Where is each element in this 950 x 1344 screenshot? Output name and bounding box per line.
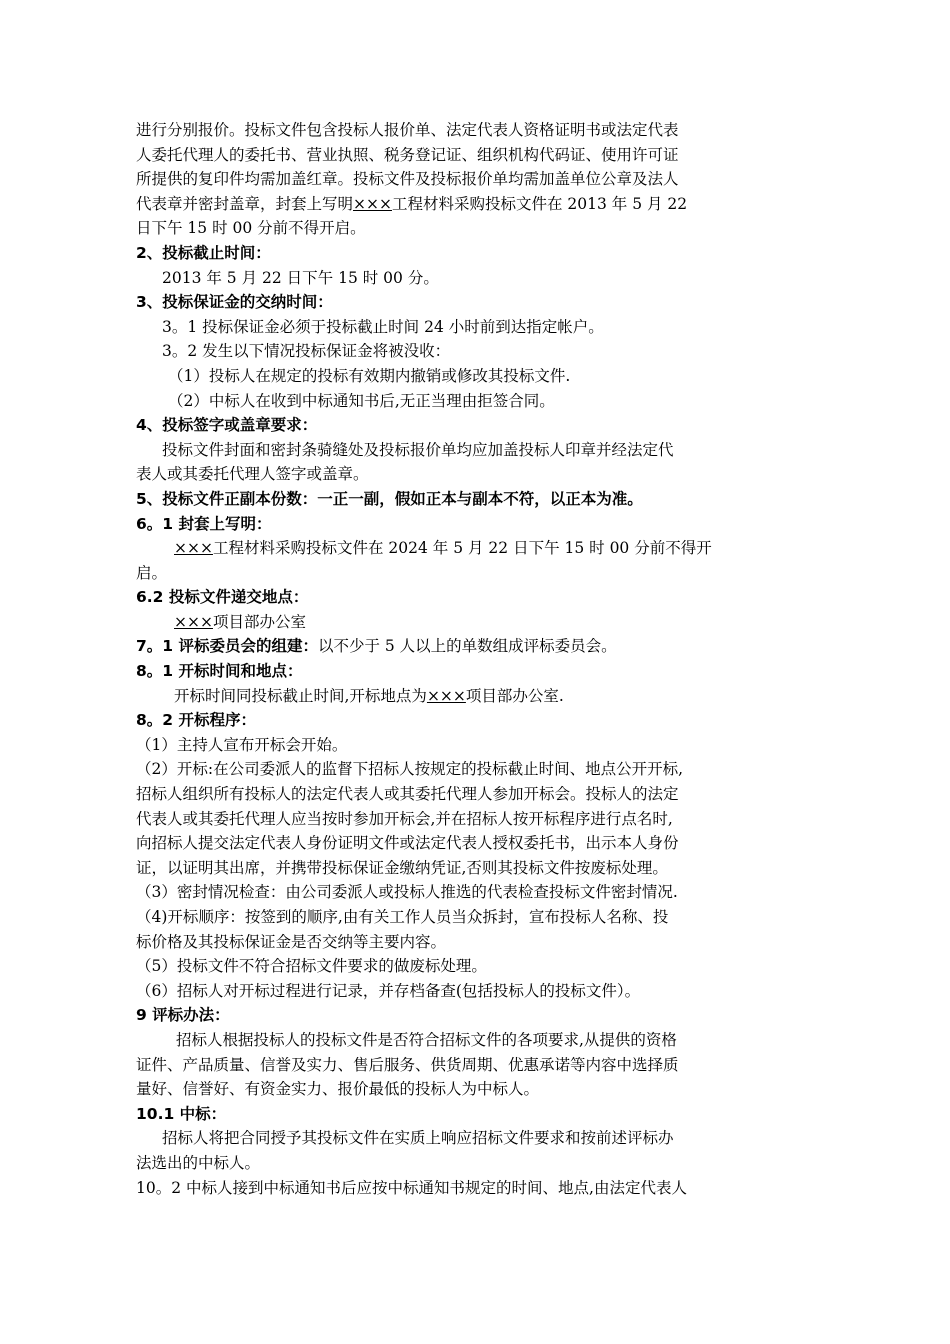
section-8-1-line-1: [136, 684, 816, 709]
section-8-2-line-4: 代表人或其委托代理人应当按时参加开标会,并在招标人按开标程序进行点名时,: [136, 809, 673, 828]
section-10-1-line-1: 招标人将把合同授予其投标文件在实质上响应招标文件要求和按前述评标办: [162, 1129, 674, 1148]
section-9-line-3: 量好、信誉好、有资金实力、报价最低的投标人为中标人。: [136, 1080, 540, 1099]
section-6-2-line-1-text: 项目部办公室: [212, 612, 306, 631]
section-8-2-line-8: （4)开标顺序：按签到的顺序,由有关工作人员当众拆封，宣布投标人名称、投: [136, 908, 669, 926]
section-9-line-1: 招标人根据投标人的投标文件是否符合招标文件的各项要求,从提供的资格: [176, 1030, 677, 1049]
section-8-2-heading: 8。2 开标程序：: [136, 711, 256, 730]
project-placeholder: ×××: [174, 612, 213, 631]
section-8-2-line-10: （5）投标文件不符合招标文件要求的做废标处理。: [136, 957, 487, 976]
section-9-heading: 9 评标办法：: [136, 1006, 230, 1025]
section-10-2-line-1: 10。2 中标人接到中标通知书后应按中标通知书规定的时间、地点,由法定代表人: [136, 1178, 687, 1197]
intro-line-2: 人委托代理人的委托书、营业执照、税务登记证、组织机构代码证、使用许可证: [136, 145, 679, 164]
section-6-1-line-2: 启。: [136, 563, 168, 582]
section-7-1-body: 以不少于 5 人以上的单数组成评标委员会。: [317, 637, 617, 656]
intro-line-4: [136, 192, 816, 217]
section-3-heading: 3、投标保证金的交纳时间：: [136, 293, 333, 312]
section-6-1-line-1: [136, 536, 816, 561]
intro-line-4-text: 代表章并密封盖章，封套上写明: [136, 194, 354, 213]
section-5-heading: 5、投标文件正副本份数：一正一副，假如正本与副本不符，以正本为准。: [136, 489, 643, 508]
section-7-1: [136, 634, 816, 659]
intro-line-3: 所提供的复印件均需加盖红章。投标文件及投标报价单均需加盖单位公章及法人: [136, 170, 679, 189]
section-3-line-2: 3。2 发生以下情况投标保证金将被没收：: [162, 342, 451, 361]
section-2-heading: 2、投标截止时间：: [136, 243, 271, 262]
section-8-2-line-9: 标价格及其投标保证金是否交纳等主要内容。: [136, 932, 447, 951]
section-4-heading: 4、投标签字或盖章要求：: [136, 416, 318, 435]
section-7-1-heading: 7。1 评标委员会的组建：: [136, 637, 318, 656]
section-8-2-line-1: （1）主持人宣布开标会开始。: [136, 735, 348, 754]
section-6-2-heading: 6.2 投标文件递交地点：: [136, 588, 309, 607]
intro-line-5: 日下午 15 时 00 分前不得开启。: [136, 219, 366, 238]
section-4-line-2: 表人或其委托代理人签字或盖章。: [136, 465, 369, 484]
section-8-2-line-6: 证，以证明其出席，并携带投标保证金缴纳凭证,否则其投标文件按废标处理。: [136, 858, 668, 877]
section-8-1-line-1-rest: 项目部办公室.: [465, 686, 564, 705]
intro-line-1: 进行分别报价。投标文件包含投标人报价单、法定代表人资格证明书或法定代表: [136, 121, 679, 139]
section-8-2-line-3: 招标人组织所有投标人的法定代表人或其委托代理人参加开标会。投标人的法定: [136, 785, 679, 804]
section-6-2-line-1: [136, 610, 816, 635]
project-placeholder: ×××: [174, 539, 213, 558]
section-8-1-line-1-text: 开标时间同投标截止时间,开标地点为: [174, 686, 427, 705]
section-2-body: 2013 年 5 月 22 日下午 15 时 00 分。: [162, 268, 439, 287]
section-8-2-line-11: （6）招标人对开标过程进行记录，并存档备查(包括投标人的投标文件）。: [136, 981, 641, 1000]
section-3-line-3: （1）投标人在规定的投标有效期内撤销或修改其投标文件.: [168, 366, 571, 385]
section-10-1-line-2: 法选出的中标人。: [136, 1153, 261, 1172]
intro-line-4-rest: 工程材料采购投标文件在 2013 年 5 月 22: [391, 194, 688, 213]
section-8-2-line-2: （2）开标:在公司委派人的监督下招标人按规定的投标截止时间、地点公开开标,: [136, 760, 684, 779]
section-3-line-1: 3。1 投标保证金必须于投标截止时间 24 小时前到达指定帐户。: [162, 317, 604, 336]
section-8-2-line-5: 向招标人提交法定代表人身份证明文件或法定代表人授权委托书，出示本人身份: [136, 834, 679, 853]
project-placeholder: ×××: [353, 194, 392, 213]
document-page: [136, 118, 816, 1200]
section-6-1-heading: 6。1 封套上写明：: [136, 514, 272, 533]
section-6-1-line-1-text: 工程材料采购投标文件在 2024 年 5 月 22 日下午 15 时 00 分前不得开: [212, 539, 712, 558]
section-8-1-heading: 8。1 开标时间和地点：: [136, 662, 303, 681]
section-10-1-heading: 10.1 中标：: [136, 1104, 227, 1123]
section-9-line-2: 证件、产品质量、信誉及实力、售后服务、供货周期、优惠承诺等内容中选择质: [136, 1055, 679, 1074]
section-3-line-4: （2）中标人在收到中标通知书后,无正当理由拒签合同。: [168, 391, 555, 410]
project-placeholder: ×××: [426, 686, 466, 705]
section-8-2-line-7: （3）密封情况检查：由公司委派人或投标人推选的代表检查投标文件密封情况.: [136, 883, 678, 902]
section-4-line-1: 投标文件封面和密封条骑缝处及投标报价单均应加盖投标人印章并经法定代: [162, 440, 674, 459]
